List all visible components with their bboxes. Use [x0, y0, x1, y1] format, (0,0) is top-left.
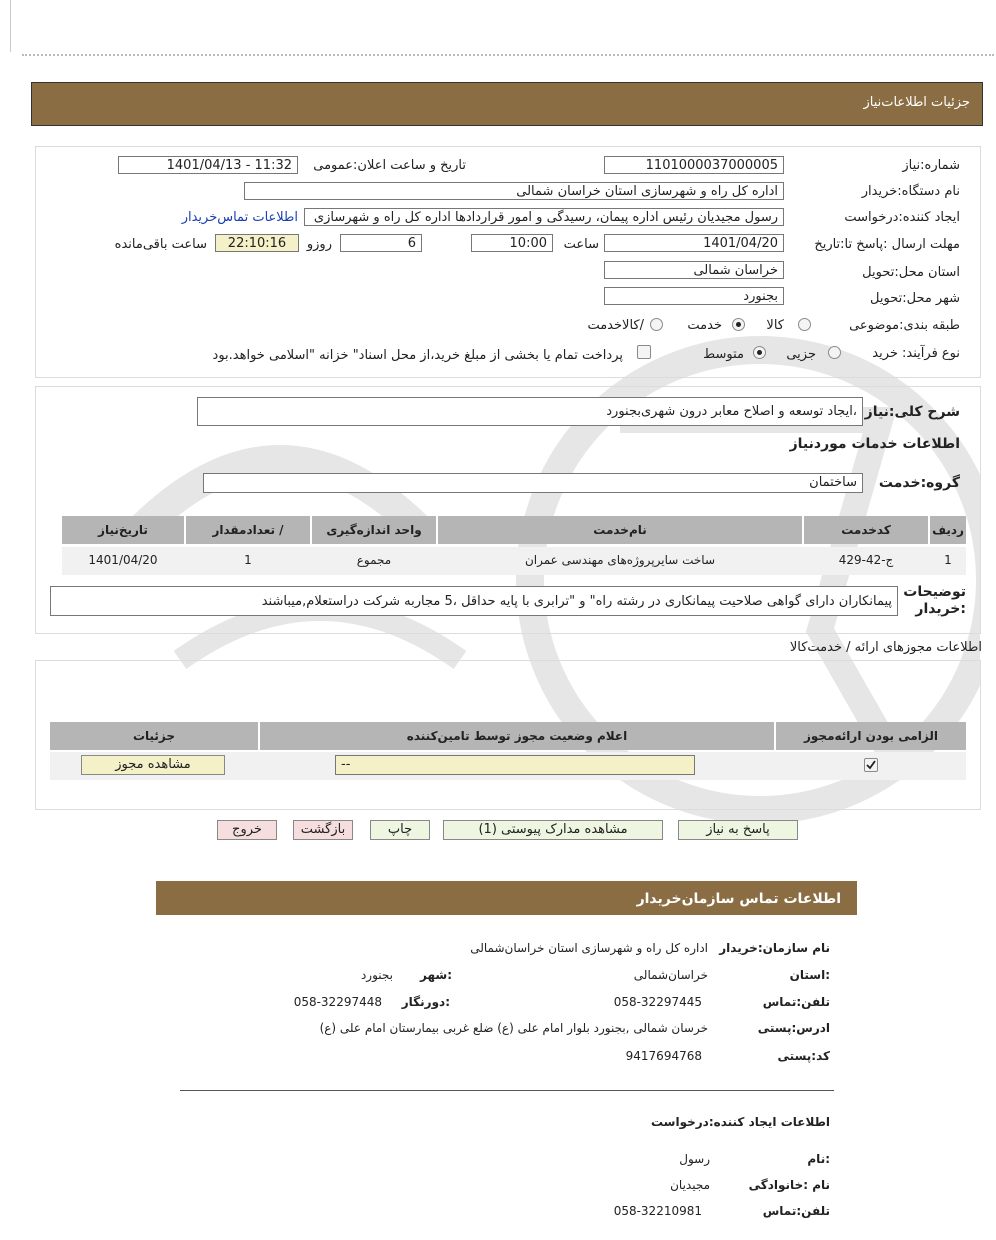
- need-description-label: شرح کلی:نیاز: [864, 404, 960, 420]
- process-medium-label: متوسط: [703, 347, 744, 362]
- creator-label: ایجاد کننده:درخواست: [844, 210, 960, 225]
- buyer-contact-link[interactable]: اطلاعات تماس‌خریدار: [181, 210, 298, 225]
- category-goods-service-radio[interactable]: [650, 318, 663, 331]
- contact-phone-value: 058-32297445: [613, 995, 702, 1009]
- creator-field[interactable]: رسول مجیدیان رئیس اداره پیمان، رسیدگی و امور قراردادها اداره کل راه و شهرسازی: [304, 208, 784, 226]
- cell-unit: مجموع: [356, 553, 392, 567]
- creator-info-title: اطلاعات ایجاد کننده:درخواست: [650, 1115, 830, 1129]
- treasury-payment-text: پرداخت تمام یا بخشی از مبلغ خرید،از محل اسناد" خزانه "اسلامی خواهد.بود: [212, 348, 623, 363]
- cell-code: ج-42-429: [838, 553, 894, 567]
- creator-family-value: مجیدیان: [670, 1178, 710, 1192]
- col-header-quantity: / تعدادمقدار: [186, 516, 310, 544]
- category-service-radio[interactable]: [732, 318, 745, 331]
- creator-name-label: :نام: [807, 1152, 830, 1166]
- province-field[interactable]: خراسان شمالی: [604, 261, 784, 279]
- exit-button[interactable]: خروج: [217, 820, 277, 840]
- view-attachments-button[interactable]: مشاهده مدارک پیوستی (1): [443, 820, 663, 840]
- col-header-date: تاریخ‌نیاز: [62, 516, 184, 544]
- org-name-label: نام سازمان:خریدار: [719, 941, 830, 955]
- deadline-date-field[interactable]: 1401/04/20: [604, 234, 784, 252]
- reply-to-need-button[interactable]: پاسخ به نیاز: [678, 820, 798, 840]
- details-header-bar: [31, 82, 983, 126]
- fax-label: :دورنگار: [401, 995, 450, 1009]
- left-border-line: [10, 0, 11, 52]
- col-header-row: ردیف: [930, 516, 966, 544]
- services-section-title: اطلاعات خدمات موردنیاز: [789, 436, 960, 452]
- buyer-org-field[interactable]: اداره کل راه و شهرسازی استان خراسان شمالی: [244, 182, 784, 200]
- postal-code-value: 9417694768: [625, 1049, 702, 1063]
- deadline-time-field[interactable]: 10:00: [471, 234, 553, 252]
- col-header-name: نام‌خدمت: [438, 516, 802, 544]
- category-service-label: خدمت: [687, 318, 722, 333]
- category-goods-label: کالا: [766, 318, 784, 333]
- category-goods-service-label: /کالاخدمت: [587, 318, 644, 333]
- top-dotted-rule: [22, 54, 994, 56]
- need-number-label: شماره:نیاز: [902, 158, 960, 173]
- permit-status-field[interactable]: --: [335, 755, 695, 775]
- service-group-label: گروه:خدمت: [878, 475, 960, 491]
- city-label: شهر محل:تحویل: [870, 291, 960, 306]
- contact-title: اطلاعات تماس سازمان‌خریدار: [636, 891, 841, 907]
- category-label: طبقه بندی:موضوعی: [849, 318, 960, 333]
- day-label: روزو: [306, 237, 332, 252]
- col-header-code: کدخدمت: [804, 516, 928, 544]
- announce-label: تاریخ و ساعت اعلان:عمومی: [313, 158, 466, 173]
- table-row: [50, 752, 966, 780]
- services-table: [62, 516, 966, 576]
- cell-name: ساخت سایرپروژه‌های مهندسی عمران: [524, 553, 716, 567]
- permit-header-required: الزامی بودن ارائه‌مجوز: [776, 722, 966, 750]
- contact-city-label: :شهر: [420, 968, 452, 982]
- cell-date: 1401/04/20: [88, 553, 158, 567]
- process-minor-radio[interactable]: [828, 346, 841, 359]
- days-field[interactable]: 6: [340, 234, 422, 252]
- address-value: خرسان شمالی ,بجنورد بلوار امام علی (ع) ضلع غربی بیمارستان امام علی (ع): [319, 1021, 708, 1035]
- deadline-time-label: ساعت: [563, 237, 599, 252]
- col-header-unit: واحد اندازه‌گیری: [312, 516, 436, 544]
- permit-header-status: اعلام وضعیت مجوز توسط تامین‌کننده: [260, 722, 774, 750]
- permit-required-checkbox[interactable]: [864, 758, 878, 772]
- process-minor-label: جزیی: [786, 347, 816, 362]
- treasury-payment-checkbox[interactable]: [637, 345, 651, 359]
- postal-code-label: کد:پستی: [777, 1049, 830, 1063]
- remaining-time-field: 22:10:16: [215, 234, 299, 252]
- contact-phone-label: تلفن:تماس: [762, 995, 830, 1009]
- category-goods-radio[interactable]: [798, 318, 811, 331]
- need-number-field[interactable]: 1101000037000005: [604, 156, 784, 174]
- city-field[interactable]: بجنورد: [604, 287, 784, 305]
- remaining-label: ساعت باقی‌مانده: [114, 237, 207, 252]
- service-group-field[interactable]: ساختمان: [203, 473, 863, 493]
- view-permit-button[interactable]: مشاهده مجوز: [81, 755, 225, 775]
- breadcrumb: جزئیات اطلاعات‌نیاز: [863, 95, 970, 110]
- deadline-label: مهلت ارسال :پاسخ تا:تاریخ: [814, 237, 960, 252]
- buyer-org-label: نام دستگاه:خریدار: [861, 184, 960, 199]
- buyer-notes-label: توضیحات :خریدار: [903, 584, 966, 617]
- contact-province-value: خراسان‌شمالی: [633, 968, 708, 982]
- creator-name-value: رسول: [679, 1152, 710, 1166]
- need-info-panel: [35, 146, 981, 378]
- contact-city-value: بجنورد: [360, 968, 393, 982]
- back-button[interactable]: بازگشت: [293, 820, 353, 840]
- contact-province-label: :استان: [789, 968, 830, 982]
- table-row: [62, 547, 966, 575]
- process-medium-radio[interactable]: [753, 346, 766, 359]
- process-label: نوع فرآیند: خرید: [872, 346, 960, 361]
- fax-value: 058-32297448: [293, 995, 382, 1009]
- contact-divider: [180, 1090, 834, 1091]
- announce-datetime-field[interactable]: 1401/04/13 - 11:32: [118, 156, 298, 174]
- contact-header-bar: [156, 881, 857, 915]
- creator-phone-label: تلفن:تماس: [762, 1204, 830, 1218]
- permit-header-details: جزئیات: [50, 722, 258, 750]
- need-description-field[interactable]: ،ایجاد توسعه و اصلاح معابر درون شهری‌بجنورد: [197, 397, 863, 426]
- address-label: ادرس:پستی: [757, 1021, 830, 1035]
- creator-family-label: نام :خانوادگی: [748, 1178, 830, 1192]
- cell-quantity: 1: [244, 553, 252, 567]
- org-name-value: اداره کل راه و شهرسازی استان خراسان‌شمالی: [470, 941, 708, 955]
- province-label: استان محل:تحویل: [862, 265, 960, 280]
- permits-section-title: اطلاعات مجوزهای ارائه / خدمت‌کالا: [789, 640, 982, 655]
- buyer-notes-field[interactable]: پیمانکاران دارای گواهی صلاحیت پیمانکاری در رشته راه" و "ترابری با پایه حداقل ،5 مجاربه شرکت دراستعلام,میباشند: [50, 586, 898, 616]
- permits-table: [50, 722, 966, 780]
- print-button[interactable]: چاپ: [370, 820, 430, 840]
- creator-phone-value: 058-32210981: [613, 1204, 702, 1218]
- cell-row: 1: [944, 553, 952, 567]
